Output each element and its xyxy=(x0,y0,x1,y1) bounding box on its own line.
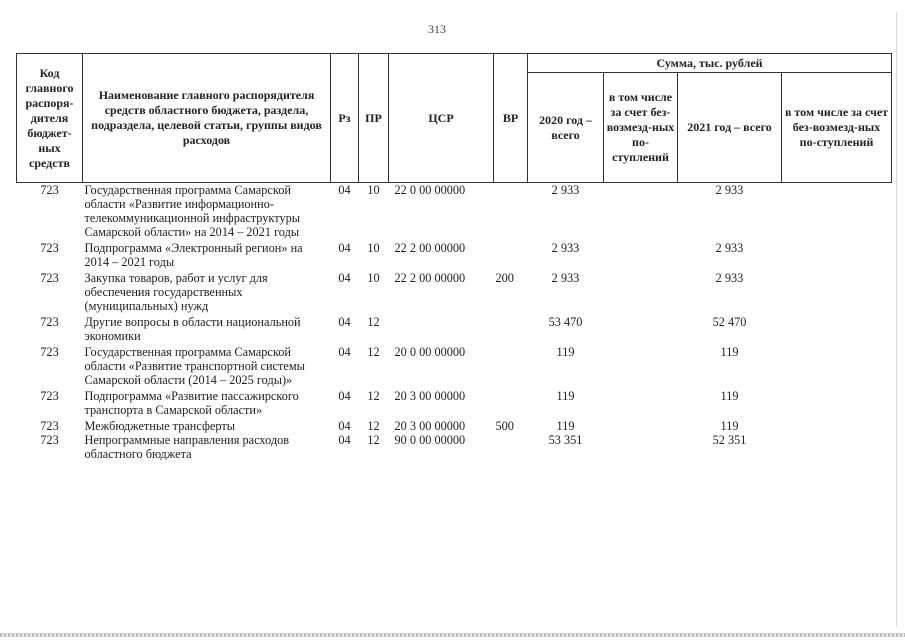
cell-incl-2021 xyxy=(782,387,892,417)
cell-incl-2020 xyxy=(604,269,678,313)
cell-vr xyxy=(494,239,528,269)
cell-vr: 500 xyxy=(495,419,514,433)
table-header xyxy=(17,54,892,183)
scan-edge-bottom xyxy=(0,633,905,637)
cell-sum-2021: 52 351 xyxy=(712,433,747,447)
cell-rz: 04 xyxy=(338,433,351,447)
cell-rz: 04 xyxy=(338,419,351,433)
cell-rz: 04 xyxy=(338,345,351,359)
header-sum-2020: 2020 год – всего xyxy=(528,73,604,183)
cell-incl-2021 xyxy=(782,269,892,313)
cell-vr: 200 xyxy=(495,271,514,285)
cell-rz: 04 xyxy=(338,241,351,255)
cell-name: Подпрограмма «Развитие пассажирского транспорта в Самарской области» xyxy=(84,389,299,417)
cell-incl-2020 xyxy=(604,239,678,269)
cell-csr: 20 0 00 00000 xyxy=(394,345,466,359)
header-incl-2020: в том числе за счет без-возмезд-ных по-ступлений xyxy=(604,73,678,183)
cell-code: 723 xyxy=(40,271,59,285)
cell-name: Государственная программа Самарской области «Развитие транспортной системы Самарской области (2014 – 2025 годы)» xyxy=(84,345,305,387)
cell-sum-2021: 2 933 xyxy=(715,271,744,285)
cell-incl-2021 xyxy=(782,183,892,240)
cell-csr: 20 3 00 00000 xyxy=(394,389,466,403)
cell-csr: 20 3 00 00000 xyxy=(394,419,466,433)
cell-sum-2021: 52 470 xyxy=(712,315,747,329)
cell-incl-2020 xyxy=(604,387,678,417)
cell-sum-2020: 119 xyxy=(556,389,575,403)
cell-pr: 12 xyxy=(367,433,380,447)
cell-code: 723 xyxy=(40,345,59,359)
cell-code: 723 xyxy=(40,241,59,255)
table-row xyxy=(17,343,892,387)
cell-pr: 10 xyxy=(367,241,380,255)
cell-vr xyxy=(494,313,528,343)
cell-incl-2021 xyxy=(782,417,892,433)
cell-vr xyxy=(494,343,528,387)
cell-incl-2021 xyxy=(782,313,892,343)
header-sum-group: Сумма, тыс. рублей xyxy=(528,54,892,73)
table-row xyxy=(17,313,892,343)
cell-sum-2020: 2 933 xyxy=(551,183,580,197)
cell-incl-2020 xyxy=(604,433,678,461)
cell-name: Непрограммные направления расходов областного бюджета xyxy=(84,433,290,461)
table-row xyxy=(17,433,892,461)
cell-rz: 04 xyxy=(338,271,351,285)
header-incl-2021: в том числе за счет без-возмезд-ных по-ступлений xyxy=(782,73,892,183)
header-csr: ЦСР xyxy=(389,54,494,183)
cell-pr: 12 xyxy=(367,389,380,403)
cell-rz: 04 xyxy=(338,183,351,197)
header-code: Код главного распоря-дителя бюджет-ных средств xyxy=(17,54,83,183)
cell-incl-2020 xyxy=(604,313,678,343)
cell-pr: 12 xyxy=(367,419,380,433)
cell-sum-2020: 119 xyxy=(556,345,575,359)
cell-name: Подпрограмма «Электронный регион» на 2014 – 2021 годы xyxy=(84,241,303,269)
cell-csr xyxy=(389,313,494,343)
cell-vr xyxy=(494,183,528,240)
cell-incl-2020 xyxy=(604,417,678,433)
page-number: 313 xyxy=(428,22,446,36)
cell-code: 723 xyxy=(40,389,59,403)
cell-csr: 22 2 00 00000 xyxy=(394,271,466,285)
cell-sum-2021: 2 933 xyxy=(715,183,744,197)
table-row xyxy=(17,239,892,269)
cell-pr: 10 xyxy=(367,271,380,285)
cell-pr: 12 xyxy=(367,345,380,359)
cell-csr: 22 2 00 00000 xyxy=(394,241,466,255)
budget-table xyxy=(16,53,892,461)
cell-sum-2021: 119 xyxy=(720,389,739,403)
cell-name: Закупка товаров, работ и услуг для обеспечения государственных (муниципальных) нужд xyxy=(84,271,268,313)
budget-table-container xyxy=(16,53,891,461)
cell-name: Межбюджетные трансферты xyxy=(84,419,236,433)
cell-incl-2020 xyxy=(604,343,678,387)
cell-rz: 04 xyxy=(338,315,351,329)
cell-code: 723 xyxy=(40,433,59,447)
cell-sum-2020: 53 351 xyxy=(548,433,583,447)
table-row xyxy=(17,183,892,240)
cell-rz: 04 xyxy=(338,389,351,403)
cell-code: 723 xyxy=(40,183,59,197)
cell-code: 723 xyxy=(40,419,59,433)
cell-csr: 90 0 00 00000 xyxy=(394,433,466,447)
cell-pr: 10 xyxy=(367,183,380,197)
header-rz: Рз xyxy=(331,54,359,183)
header-sum-2021: 2021 год – всего xyxy=(678,73,782,183)
cell-name: Государственная программа Самарской области «Развитие информационно-телекоммуникационной инфраструктуры Самарской области» на 2014 – 2021 годы xyxy=(84,183,301,239)
table-body xyxy=(17,183,892,462)
cell-code: 723 xyxy=(40,315,59,329)
cell-sum-2020: 2 933 xyxy=(551,241,580,255)
cell-sum-2021: 119 xyxy=(720,419,739,433)
table-row xyxy=(17,417,892,433)
cell-sum-2020: 2 933 xyxy=(551,271,580,285)
scan-edge-right xyxy=(896,12,897,627)
cell-vr xyxy=(494,433,528,461)
cell-incl-2021 xyxy=(782,239,892,269)
cell-sum-2021: 119 xyxy=(720,345,739,359)
cell-vr xyxy=(494,387,528,417)
cell-csr: 22 0 00 00000 xyxy=(394,183,466,197)
cell-name: Другие вопросы в области национальной экономики xyxy=(84,315,301,343)
cell-sum-2020: 119 xyxy=(556,419,575,433)
table-row xyxy=(17,269,892,313)
table-row xyxy=(17,387,892,417)
header-pr: ПР xyxy=(359,54,389,183)
header-name: Наименование главного распорядителя средств областного бюджета, раздела, подраздела, целевой статьи, группы видов расходов xyxy=(83,54,331,183)
cell-pr: 12 xyxy=(367,315,380,329)
cell-incl-2021 xyxy=(782,433,892,461)
cell-sum-2021: 2 933 xyxy=(715,241,744,255)
header-vr: ВР xyxy=(494,54,528,183)
cell-incl-2021 xyxy=(782,343,892,387)
cell-sum-2020: 53 470 xyxy=(548,315,583,329)
cell-incl-2020 xyxy=(604,183,678,240)
